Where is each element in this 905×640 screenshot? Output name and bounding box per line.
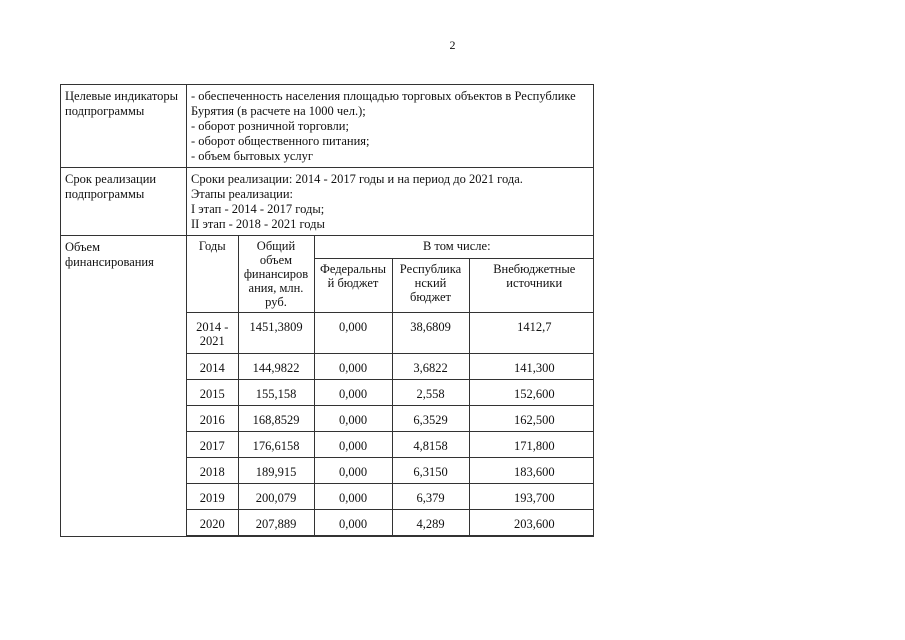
header-line: руб. bbox=[265, 295, 287, 309]
table-row bbox=[187, 484, 594, 510]
header-line: финансиров bbox=[243, 267, 309, 281]
total-cell: 200,079 bbox=[238, 484, 314, 510]
term-label bbox=[61, 168, 187, 236]
content-line: - объем бытовых услуг bbox=[191, 149, 314, 163]
label-line: подпрограммы bbox=[65, 104, 145, 118]
republic-cell: 38,6809 bbox=[392, 313, 469, 354]
label-line: Объем bbox=[65, 240, 100, 254]
table-row bbox=[187, 432, 594, 458]
financing-row bbox=[61, 236, 594, 537]
header-line: объем bbox=[259, 253, 293, 267]
indicators-label bbox=[61, 85, 187, 168]
table-row bbox=[187, 313, 594, 354]
table-row bbox=[187, 354, 594, 380]
year-cell bbox=[187, 313, 238, 354]
federal-cell: 0,000 bbox=[314, 380, 392, 406]
header-line: Внебюджетные bbox=[493, 262, 576, 277]
header-extra bbox=[469, 259, 594, 313]
year-cell: 2017 bbox=[187, 432, 238, 458]
extra-cell: 141,300 bbox=[469, 354, 594, 380]
total-cell: 189,915 bbox=[238, 458, 314, 484]
content-line: Сроки реализации: 2014 - 2017 годы и на период до 2021 года. bbox=[191, 172, 523, 186]
republic-cell: 6,3529 bbox=[392, 406, 469, 432]
federal-cell: 0,000 bbox=[314, 432, 392, 458]
content-line: I этап - 2014 - 2017 годы; bbox=[191, 202, 325, 216]
total-cell: 176,6158 bbox=[238, 432, 314, 458]
header-line: Федеральны bbox=[319, 262, 387, 277]
content-line: Бурятия (в расчете на 1000 чел.); bbox=[191, 104, 366, 118]
republic-cell: 6,3150 bbox=[392, 458, 469, 484]
extra-cell: 1412,7 bbox=[469, 313, 594, 354]
federal-cell: 0,000 bbox=[314, 406, 392, 432]
financing-label bbox=[61, 236, 187, 537]
header-including: В том числе: bbox=[314, 236, 594, 259]
financing-header-row bbox=[187, 236, 594, 259]
term-row bbox=[61, 168, 594, 236]
extra-cell: 162,500 bbox=[469, 406, 594, 432]
year-line: 2021 bbox=[199, 334, 225, 348]
year-cell: 2020 bbox=[187, 510, 238, 536]
header-line: Общий bbox=[256, 239, 296, 253]
total-cell: 155,158 bbox=[238, 380, 314, 406]
indicators-content bbox=[187, 85, 594, 168]
year-cell: 2015 bbox=[187, 380, 238, 406]
content-line: - обеспеченность населения площадью торговых объектов в Республике bbox=[191, 89, 576, 103]
header-years: Годы bbox=[187, 236, 238, 313]
republic-cell: 6,379 bbox=[392, 484, 469, 510]
total-cell: 1451,3809 bbox=[238, 313, 314, 354]
federal-cell: 0,000 bbox=[314, 484, 392, 510]
passport-table-frame bbox=[60, 84, 594, 552]
year-cell: 2016 bbox=[187, 406, 238, 432]
federal-cell: 0,000 bbox=[314, 510, 392, 536]
republic-cell: 4,8158 bbox=[392, 432, 469, 458]
term-content bbox=[187, 168, 594, 236]
extra-cell: 183,600 bbox=[469, 458, 594, 484]
extra-cell: 203,600 bbox=[469, 510, 594, 536]
indicators-row bbox=[61, 85, 594, 168]
total-cell: 168,8529 bbox=[238, 406, 314, 432]
republic-cell: 4,289 bbox=[392, 510, 469, 536]
header-total bbox=[238, 236, 314, 313]
extra-cell: 193,700 bbox=[469, 484, 594, 510]
label-line: Целевые индикаторы bbox=[65, 89, 179, 103]
header-line: й бюджет bbox=[327, 276, 379, 291]
federal-cell: 0,000 bbox=[314, 313, 392, 354]
header-line: Республика bbox=[399, 262, 462, 277]
label-line: подпрограммы bbox=[65, 187, 145, 201]
header-line: источники bbox=[506, 276, 563, 291]
year-cell: 2014 bbox=[187, 354, 238, 380]
total-cell: 144,9822 bbox=[238, 354, 314, 380]
header-federal bbox=[314, 259, 392, 313]
label-line: Срок реализации bbox=[65, 172, 157, 186]
content-line: - оборот розничной торговли; bbox=[191, 119, 349, 133]
page-number: 2 bbox=[449, 38, 456, 52]
header-line: ания, млн. bbox=[248, 281, 304, 295]
header-line: нский bbox=[414, 276, 447, 291]
table-row bbox=[187, 458, 594, 484]
federal-cell: 0,000 bbox=[314, 458, 392, 484]
header-line: бюджет bbox=[410, 290, 451, 305]
extra-cell: 152,600 bbox=[469, 380, 594, 406]
table-row bbox=[187, 380, 594, 406]
table-row bbox=[187, 510, 594, 536]
label-line: финансирования bbox=[65, 255, 154, 269]
federal-cell: 0,000 bbox=[314, 354, 392, 380]
financing-table bbox=[187, 236, 594, 536]
header-republic bbox=[392, 259, 469, 313]
passport-table bbox=[60, 84, 594, 537]
content-line: II этап - 2018 - 2021 годы bbox=[191, 217, 325, 231]
year-line: 2014 - bbox=[196, 320, 229, 334]
content-line: Этапы реализации: bbox=[191, 187, 294, 201]
total-cell: 207,889 bbox=[238, 510, 314, 536]
table-row bbox=[187, 406, 594, 432]
financing-content bbox=[187, 236, 594, 537]
republic-cell: 2,558 bbox=[392, 380, 469, 406]
year-cell: 2018 bbox=[187, 458, 238, 484]
year-cell: 2019 bbox=[187, 484, 238, 510]
extra-cell: 171,800 bbox=[469, 432, 594, 458]
content-line: - оборот общественного питания; bbox=[191, 134, 370, 148]
republic-cell: 3,6822 bbox=[392, 354, 469, 380]
